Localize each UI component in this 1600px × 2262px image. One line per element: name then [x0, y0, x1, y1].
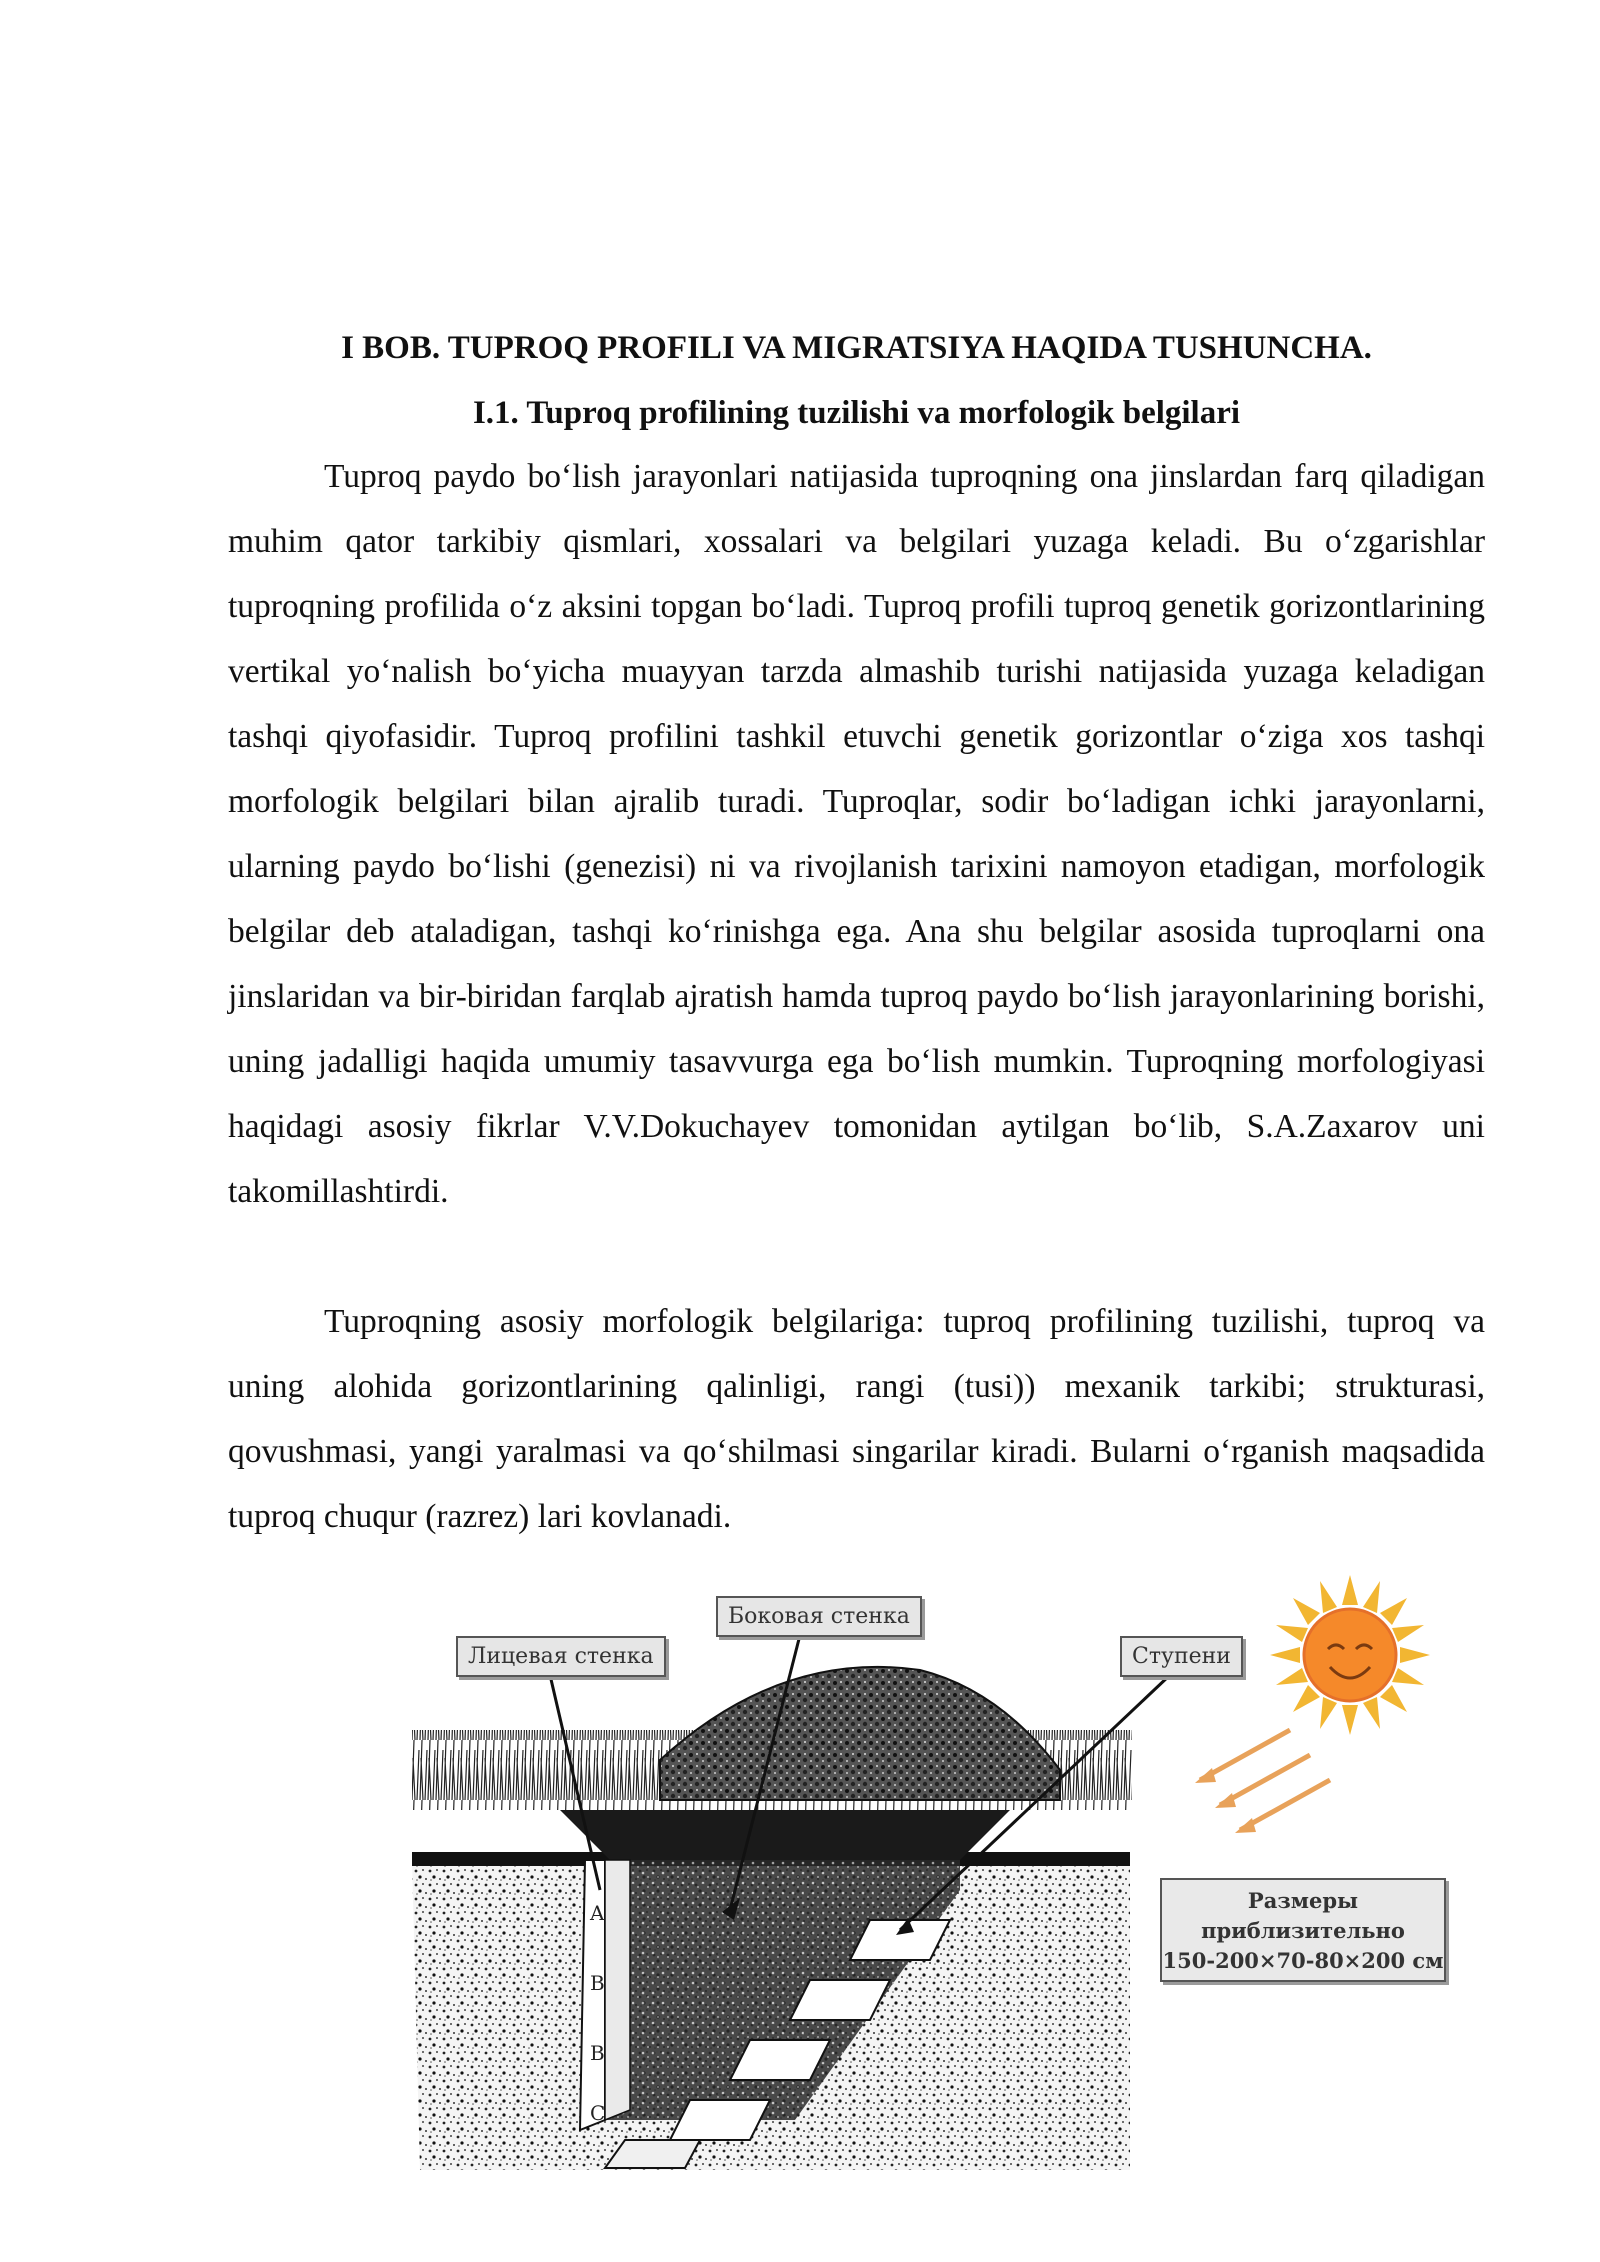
horizon-label-b2: B	[590, 2041, 605, 2065]
chapter-title: I BOB. TUPROQ PROFILI VA MIGRATSIYA HAQIDA TUSHUNCHA.	[341, 330, 1372, 366]
horizon-label-c: C	[590, 2101, 606, 2125]
dimensions-note	[1160, 1878, 1446, 1982]
steps-label: Ступени	[1120, 1636, 1243, 1677]
sun-ray-arrow-icon	[1200, 1730, 1330, 1830]
dimensions-note-line1: Размеры	[1247, 1888, 1359, 1913]
body-paragraph-2: Tuproqning asosiy morfologik belgilariga: tuproq profilining tuzilishi, tuproq va uning alohida gorizontlarining qalinligi, rangi (tusi)) mexanik tarkibi; strukturasi, qovushmasi, yangi yaralmasi va qo‘shilmasi singarilar kiradi. Bularni o‘rganish maqsadida tuproq chuqur (razrez) lari kovlanadi.	[228, 1303, 1485, 1535]
pit-face-wall-inner	[605, 1860, 630, 2120]
dimensions-note-line2: приблизительно	[1201, 1918, 1405, 1943]
soil-pit-figure	[400, 1560, 1470, 2200]
body-paragraph-1: Tuproq paydo bo‘lish jarayonlari natijasida tuproqning ona jinslardan farq qiladigan muhim qator tarkibiy qismlari, xossalari va belgilari yuzaga keladi. Bu o‘zgarishlar tuproqning profilida o‘z aksini topgan bo‘ladi. Tuproq profili tuproq genetik gorizontlarining vertikal yo‘nalish bo‘yicha muayyan tarzda almashib turishi natijasida yuzaga keladigan tashqi qiyofasidir. Tuproq profilini tashkil etuvchi genetik gorizontlar o‘ziga xos tashqi morfologik belgilari bilan ajralib turadi. Tuproqlar, sodir bo‘ladigan ichki jarayonlarni, ularning paydo bo‘lishi (genezisi) ni va rivojlanish tarixini namoyon etadigan, morfologik belgilar deb ataladigan, tashqi ko‘rinishga ega. Ana shu belgilar asosida tuproqlarni ona jinslaridan va bir-biridan farqlab ajratish hamda tuproq paydo bo‘lish jarayonlarining borishi, uning jadalligi haqida umumiy tasavvurga ega bo‘lish mumkin. Tuproqning morfologiyasi haqidagi asosiy fikrlar V.V.Dokuchayev tomonidan aytilgan bo‘lib, S.A.Zaxarov uni takomillashtirdi.	[228, 458, 1485, 1210]
side-wall-label: Боковая стенка	[716, 1596, 922, 1637]
face-wall-label: Лицевая стенка	[456, 1636, 666, 1677]
sun-icon	[1270, 1575, 1430, 1735]
pit-rim	[560, 1810, 1010, 1860]
section-title: I.1. Tuproq profilining tuzilishi va morfologik belgilari	[472, 395, 1241, 431]
dimensions-note-line3: 150-200×70-80×200 см	[1162, 1948, 1444, 1973]
spoil-mound	[660, 1667, 1060, 1800]
horizon-label-b1: B	[590, 1971, 605, 1995]
horizon-label-a: A	[590, 1901, 605, 1925]
